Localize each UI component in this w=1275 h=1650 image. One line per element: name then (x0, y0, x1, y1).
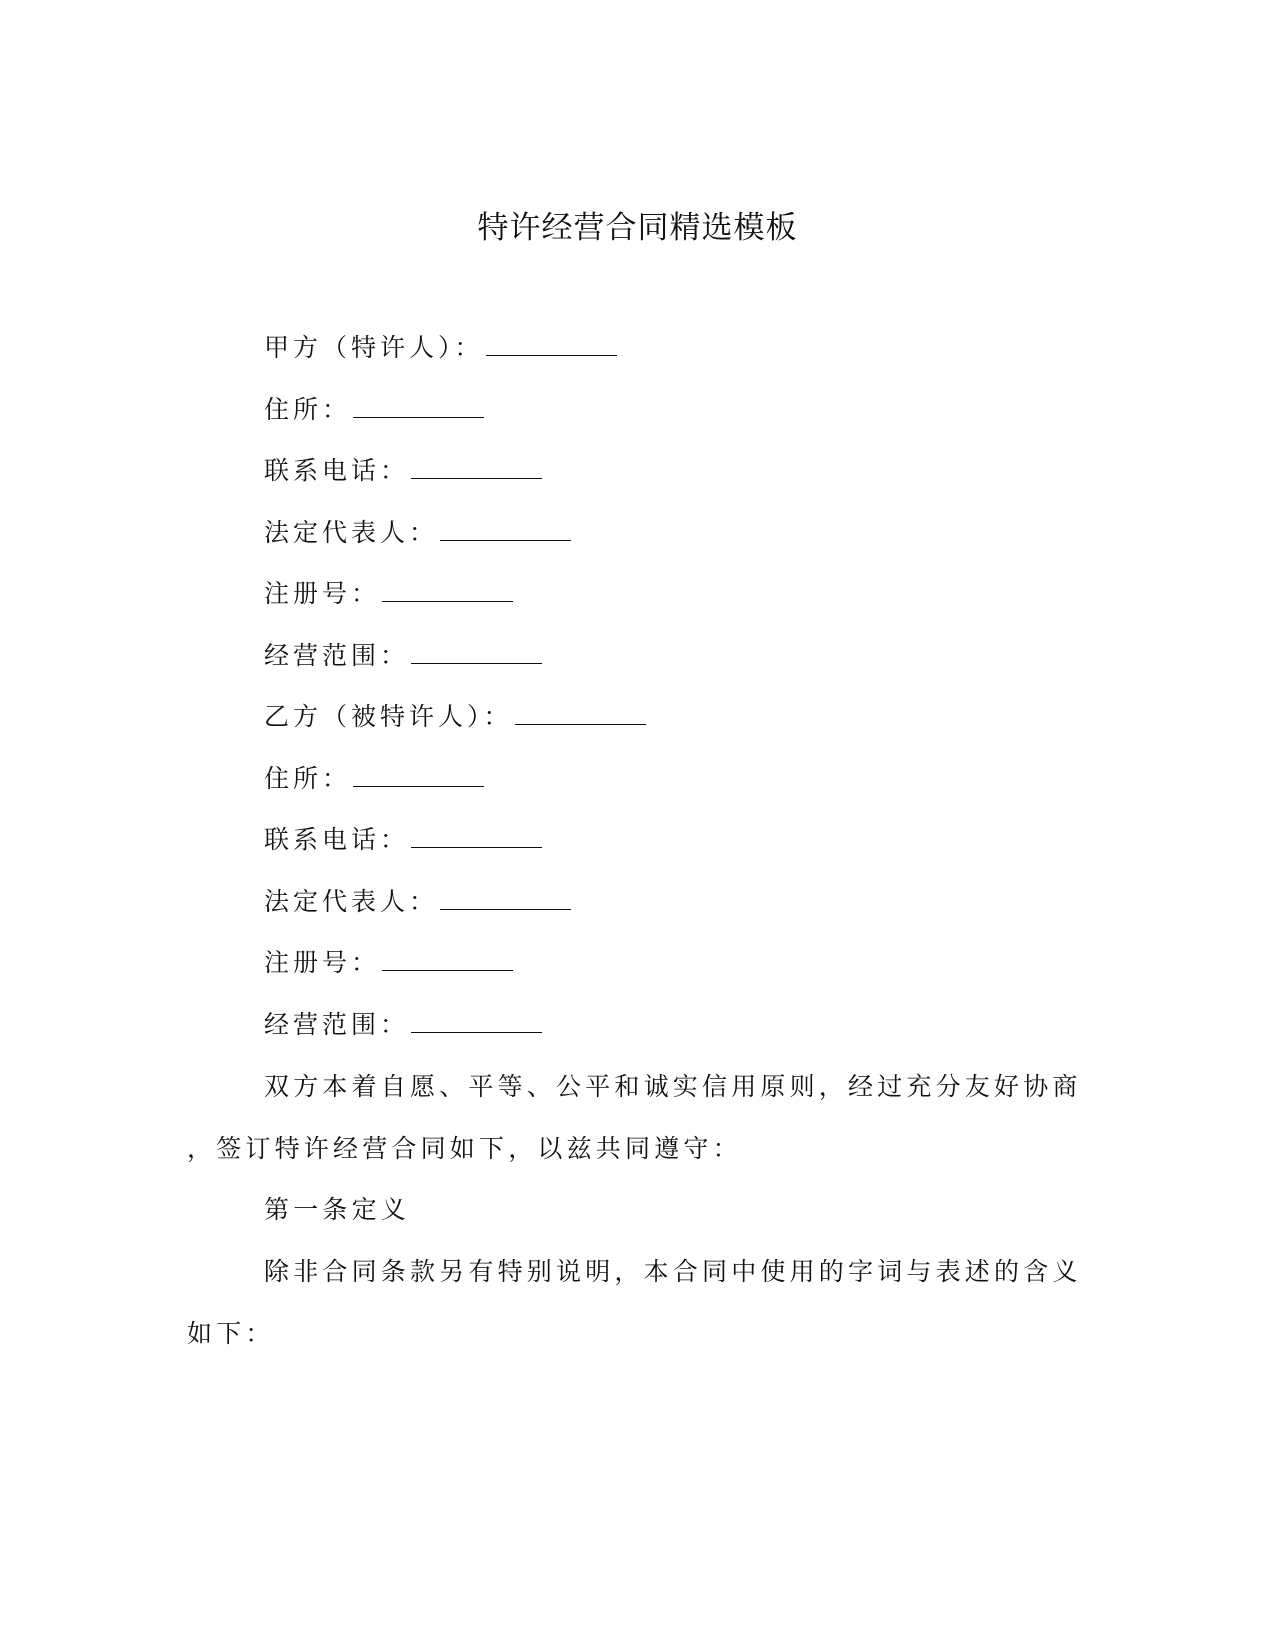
field-label: 联系电话： (264, 825, 410, 854)
article-heading: 第一条定义 (264, 1195, 411, 1224)
party-a-address-field (264, 390, 646, 452)
field-label: 住所： (264, 763, 352, 793)
party-b-scope-field (264, 1005, 646, 1067)
fill-in-blank[interactable] (382, 576, 513, 602)
paragraph-line: 双方本着自愿、平等、公平和诚实信用原则，经过充分友好协商 (264, 1072, 1082, 1101)
field-label: 法定代表人： (264, 886, 439, 916)
party-a-phone-field (264, 451, 646, 513)
fill-in-blank[interactable] (411, 638, 542, 664)
field-label: 甲方（特许人）： (264, 333, 484, 362)
field-label: 注册号： (264, 579, 381, 608)
fill-in-blank[interactable] (411, 453, 542, 479)
fill-in-blank[interactable] (411, 1007, 542, 1033)
preamble-paragraph (187, 1067, 1087, 1190)
paragraph-line: 除非合同条款另有特别说明，本合同中使用的字词与表述的含义 (264, 1257, 1082, 1286)
fill-in-blank[interactable] (353, 392, 484, 418)
party-b-name-field (264, 697, 646, 759)
party-b-address-field (264, 759, 646, 821)
party-a-legal-rep-field (264, 513, 646, 575)
article-1-paragraph (187, 1252, 1087, 1375)
fill-in-blank[interactable] (411, 822, 542, 848)
field-label: 住所： (264, 394, 352, 424)
field-label: 法定代表人： (264, 517, 439, 547)
party-b-phone-field (264, 820, 646, 882)
document-title: 特许经营合同精选模板 (477, 210, 798, 246)
fill-in-blank[interactable] (440, 884, 571, 910)
party-a-reg-no-field (264, 574, 646, 636)
article-1-heading-block (187, 1190, 1087, 1252)
fill-in-blank[interactable] (486, 330, 617, 356)
party-b-reg-no-field (264, 943, 646, 1005)
field-label: 联系电话： (264, 456, 410, 485)
fill-in-blank[interactable] (353, 761, 484, 787)
party-fields (264, 328, 646, 1066)
fill-in-blank[interactable] (440, 515, 571, 541)
party-b-legal-rep-field (264, 882, 646, 944)
field-label: 乙方（被特许人）： (264, 702, 513, 731)
paragraph-line: 如下： (187, 1318, 275, 1348)
field-label: 经营范围： (264, 640, 410, 670)
paragraph-line: ，签订特许经营合同如下，以兹共同遵守： (187, 1133, 742, 1163)
fill-in-blank[interactable] (515, 699, 646, 725)
field-label: 注册号： (264, 948, 381, 977)
party-a-name-field (264, 328, 646, 390)
party-a-scope-field (264, 636, 646, 698)
field-label: 经营范围： (264, 1009, 410, 1039)
fill-in-blank[interactable] (382, 945, 513, 971)
